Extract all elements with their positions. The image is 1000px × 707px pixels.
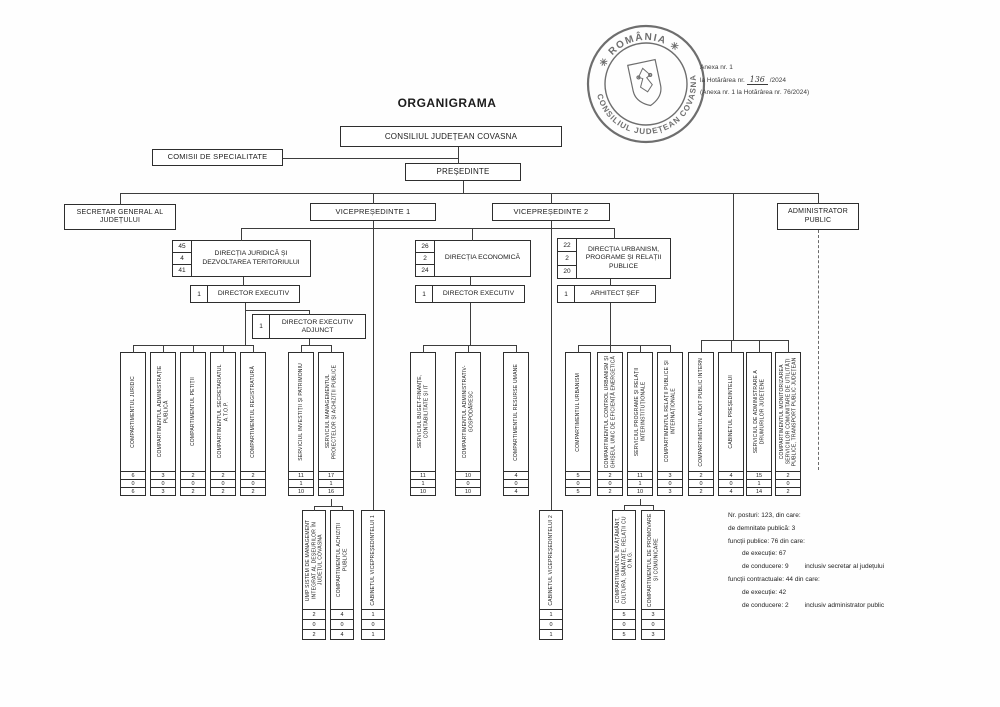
department-13-count: 3 <box>657 471 683 480</box>
department-10-label: COMPARTIMENTUL URBANISM <box>574 372 581 452</box>
sub-department-2-count: 0 <box>361 619 385 630</box>
department-8 <box>455 352 481 496</box>
department-1 <box>150 352 176 496</box>
sub-department-5-count: 3 <box>641 609 665 620</box>
department-8-count: 10 <box>455 471 481 480</box>
sub-department-4-count: 5 <box>612 629 636 640</box>
director-executiv-2-box: 1 DIRECTOR EXECUTIV <box>415 285 525 303</box>
page-title: ORGANIGRAMA <box>397 96 497 110</box>
department-3-box <box>210 352 236 472</box>
department-16-box <box>746 352 772 472</box>
connector-line <box>731 340 732 353</box>
department-3-label: COMPARTIMENTUL SECRETARIATUL A.T.O.P. <box>216 365 229 459</box>
connector-line <box>241 228 615 229</box>
connector-line <box>818 230 819 470</box>
summary-line: de conducere: 2 inclusiv administrator public <box>742 601 885 609</box>
summary-line: Nr. posturi: 123, din care: <box>728 512 801 519</box>
department-13-count: 0 <box>657 479 683 488</box>
department-5 <box>288 352 314 496</box>
connector-line <box>640 345 641 353</box>
department-9 <box>503 352 529 496</box>
connector-line <box>818 193 819 204</box>
connector-line <box>163 345 164 353</box>
connector-line <box>614 228 615 239</box>
direction-economica-label: DIRECȚIA ECONOMICĂ <box>444 254 521 262</box>
sub-department-4-box <box>612 510 636 610</box>
department-6-box <box>318 352 344 472</box>
department-12-count: 1 <box>627 479 653 488</box>
connector-line <box>733 193 734 340</box>
connector-line <box>470 303 471 346</box>
department-7 <box>410 352 436 496</box>
department-9-count: 0 <box>503 479 529 488</box>
sub-department-0 <box>302 510 326 640</box>
department-14-label: COMPARTIMENTUL AUDIT PUBLIC INTERN <box>697 357 704 467</box>
department-9-count: 4 <box>503 487 529 496</box>
public-administrator-box: ADMINISTRATOR PUBLIC <box>777 203 859 230</box>
department-4-box <box>240 352 266 472</box>
connector-line <box>283 158 458 159</box>
connector-line <box>759 340 760 353</box>
summary-line: de conducere: 9 inclusiv secretar al județului <box>742 563 885 571</box>
department-0 <box>120 352 146 496</box>
president-box: PREȘEDINTE <box>405 163 521 181</box>
sub-department-0-label: UMP SISTEM DE MANAGEMENT INTEGRAT AL DEȘEURILOR ÎN JUDEȚUL COVASNA <box>304 519 324 601</box>
director-executiv-adjunct-box: 1 DIRECTOR EXECUTIV ADJUNCT <box>252 314 366 339</box>
direction-juridica-label: DIRECȚIA JURIDICĂ ȘI DEZVOLTAREA TERITORIULUI <box>202 250 300 266</box>
sub-department-5-count: 3 <box>641 629 665 640</box>
connector-line <box>578 345 579 353</box>
department-11-count: 2 <box>597 487 623 496</box>
connector-line <box>624 505 625 511</box>
arhitect-sef-box: 1 ARHITECT ȘEF <box>557 285 656 303</box>
sub-department-5-count: 0 <box>641 619 665 630</box>
department-1-count: 3 <box>150 487 176 496</box>
sub-department-2-count: 1 <box>361 609 385 620</box>
department-3-count: 2 <box>210 487 236 496</box>
connector-line <box>120 193 121 205</box>
sub-department-1-count: 0 <box>330 619 354 630</box>
department-10 <box>565 352 591 496</box>
department-17-count: 2 <box>775 471 801 480</box>
director-executiv-1-box: 1 DIRECTOR EXECUTIV <box>190 285 300 303</box>
annex-note <box>700 62 900 98</box>
sub-department-3-box <box>539 510 563 610</box>
department-12-count: 10 <box>627 487 653 496</box>
direction-juridica-box <box>172 240 311 277</box>
connector-line <box>309 310 310 315</box>
connector-line <box>253 345 254 353</box>
stamp-country-text: ✳ ROMÂNIA ✳ <box>597 31 682 70</box>
annex-line-2: la Hotărârea nr. 136 /2024 <box>700 75 786 85</box>
department-17-count: 0 <box>775 479 801 488</box>
sub-department-3-count: 0 <box>539 619 563 630</box>
department-8-box <box>455 352 481 472</box>
sub-department-1-count: 4 <box>330 629 354 640</box>
department-16-count: 1 <box>746 479 772 488</box>
sub-department-0-count: 2 <box>302 629 326 640</box>
department-7-count: 11 <box>410 471 436 480</box>
department-5-label: SERVICIUL INVESTIȚII ȘI PATRIMONIU <box>297 363 304 461</box>
department-2-count: 2 <box>180 487 206 496</box>
department-2-box <box>180 352 206 472</box>
sub-department-2-label: CABINETUL VICEPREȘEDINTELUI 1 <box>369 514 376 606</box>
sub-department-5-box <box>641 510 665 610</box>
department-0-count: 6 <box>120 487 146 496</box>
department-15-count: 4 <box>718 471 744 480</box>
sub-department-4 <box>612 510 636 640</box>
department-17 <box>775 352 801 496</box>
department-0-box <box>120 352 146 472</box>
connector-line <box>516 345 517 353</box>
department-3 <box>210 352 236 496</box>
department-15 <box>718 352 744 496</box>
department-17-label: COMPARTIMENTUL MONITORIZAREA SERVICIILOR COMUNITARE DE UTILITĂȚI PUBLICE, TRANSPORT PUBLIC JUDEȚEAN <box>778 357 798 467</box>
connector-line <box>610 303 611 346</box>
department-14 <box>688 352 714 496</box>
department-13-box <box>657 352 683 472</box>
connector-line <box>331 345 332 353</box>
department-5-count: 11 <box>288 471 314 480</box>
connector-line <box>243 277 244 286</box>
vicepresident-1-box: VICEPREȘEDINTE 1 <box>310 203 436 221</box>
connector-line <box>610 345 611 353</box>
department-14-count: 0 <box>688 479 714 488</box>
department-15-count: 4 <box>718 487 744 496</box>
sub-department-0-count: 0 <box>302 619 326 630</box>
sub-department-2-box <box>361 510 385 610</box>
sub-department-1-label: COMPARTIMENTUL ACHIZIȚII PUBLICE <box>335 522 348 598</box>
department-2-count: 0 <box>180 479 206 488</box>
department-14-count: 2 <box>688 487 714 496</box>
direction-urbanism-counts: 22 2 20 <box>558 239 577 278</box>
sub-department-0-box <box>302 510 326 610</box>
department-4-count: 0 <box>240 479 266 488</box>
commissions-box: COMISII DE SPECIALITATE <box>152 149 283 166</box>
department-16 <box>746 352 772 496</box>
connector-line <box>578 345 671 346</box>
department-4 <box>240 352 266 496</box>
sub-department-2 <box>361 510 385 640</box>
department-2-count: 2 <box>180 471 206 480</box>
connector-line <box>470 277 471 286</box>
department-17-count: 2 <box>775 487 801 496</box>
vicepresident-2-box: VICEPREȘEDINTE 2 <box>492 203 610 221</box>
department-1-count: 3 <box>150 471 176 480</box>
secretary-general-box: SECRETAR GENERAL AL JUDEȚULUI <box>64 204 176 230</box>
department-8-count: 0 <box>455 479 481 488</box>
annex-line-1: Anexa nr. 1 <box>700 64 733 71</box>
connector-line <box>342 506 343 511</box>
sub-department-2-count: 1 <box>361 629 385 640</box>
department-7-label: SERVICIUL BUGET-FINANȚE, CONTABILITATE ȘI IT <box>416 375 429 449</box>
connector-line <box>670 345 671 353</box>
department-12-box <box>627 352 653 472</box>
department-15-count: 0 <box>718 479 744 488</box>
department-5-count: 10 <box>288 487 314 496</box>
direction-economica-counts: 26 2 24 <box>416 241 435 276</box>
stamp-ring-text: CONSILIUL JUDEȚEAN COVASNA <box>595 73 699 137</box>
connector-line <box>223 345 224 353</box>
summary-line: funcții publice: 76 din care: <box>728 537 805 545</box>
connector-line <box>133 345 134 353</box>
department-2 <box>180 352 206 496</box>
department-5-count: 1 <box>288 479 314 488</box>
department-3-count: 0 <box>210 479 236 488</box>
connector-line <box>472 228 473 241</box>
connector-line <box>458 147 459 164</box>
connector-line <box>120 193 819 194</box>
department-12 <box>627 352 653 496</box>
sub-department-1 <box>330 510 354 640</box>
annex-line-3: (Anexa nr. 1 la Hotărârea nr. 76/2024) <box>700 88 810 96</box>
sub-department-3-count: 1 <box>539 609 563 620</box>
direction-urbanism-label: DIRECȚIA URBANISM, PROGRAME ȘI RELAȚII PUBLICE <box>585 246 662 270</box>
department-0-count: 6 <box>120 471 146 480</box>
department-15-box <box>718 352 744 472</box>
direction-urbanism-box <box>557 238 671 279</box>
department-1-label: COMPARTIMENTUL ADMINISTRAȚIE PUBLICĂ <box>156 366 169 458</box>
department-11-label: COMPARTIMENTUL CONTROL URBANISM ȘI GHIȘEUL UNIC DE EFICIENȚĂ ENERGETICĂ <box>603 355 616 469</box>
sub-department-5-label: COMPARTIMENTUL DE PROMOVARE ȘI COMUNICARE <box>646 513 659 607</box>
connector-line <box>301 345 302 353</box>
connector-line <box>193 345 194 353</box>
department-9-box <box>503 352 529 472</box>
connector-line <box>551 221 552 510</box>
department-12-count: 11 <box>627 471 653 480</box>
connector-line <box>551 193 552 204</box>
department-9-count: 4 <box>503 471 529 480</box>
department-8-label: COMPARTIMENTUL ADMINISTRATIV-GOSPODĂRESC <box>461 365 474 459</box>
staffing-summary <box>728 512 968 614</box>
connector-line <box>373 221 374 510</box>
department-8-count: 10 <box>455 487 481 496</box>
sub-department-1-box <box>330 510 354 610</box>
sub-department-3-count: 1 <box>539 629 563 640</box>
sub-department-4-label: COMPARTIMENTUL ÎNVĂȚĂMÂNT, CULTURĂ, SĂNĂTATE, RELAȚII CU O.N.G. <box>614 516 634 604</box>
connector-line <box>314 506 315 511</box>
department-6-count: 16 <box>318 487 344 496</box>
department-13-count: 3 <box>657 487 683 496</box>
department-11 <box>597 352 623 496</box>
department-4-label: COMPARTIMENTUL REGISTRATURĂ <box>249 366 256 458</box>
department-2-label: COMPARTIMENTUL PETIȚII <box>189 377 196 447</box>
department-16-count: 14 <box>746 487 772 496</box>
sub-department-4-count: 5 <box>612 609 636 620</box>
connector-line <box>624 505 654 506</box>
department-10-count: 0 <box>565 479 591 488</box>
sub-department-4-count: 0 <box>612 619 636 630</box>
department-6-label: SERVICIUL MANAGEMENTUL PROIECTELOR ȘI ACHIZIȚII PUBLICE <box>324 364 337 460</box>
department-10-count: 5 <box>565 471 591 480</box>
department-14-box <box>688 352 714 472</box>
department-17-box <box>775 352 801 472</box>
connector-line <box>241 228 242 241</box>
department-11-count: 2 <box>597 471 623 480</box>
connector-line <box>701 340 789 341</box>
department-6 <box>318 352 344 496</box>
connector-line <box>314 506 343 507</box>
sub-department-1-count: 4 <box>330 609 354 620</box>
connector-line <box>610 279 611 286</box>
direction-economica-box <box>415 240 531 277</box>
direction-juridica-counts: 45 4 41 <box>173 241 192 276</box>
connector-line <box>468 345 469 353</box>
connector-line <box>701 340 702 353</box>
connector-line <box>301 345 332 346</box>
department-0-count: 0 <box>120 479 146 488</box>
department-16-label: SERVICIUL DE ADMINISTRARE A DRUMURILOR JUDEȚENE <box>752 370 765 454</box>
department-16-count: 15 <box>746 471 772 480</box>
department-1-count: 0 <box>150 479 176 488</box>
connector-line <box>788 340 789 353</box>
department-3-count: 2 <box>210 471 236 480</box>
council-box: CONSILIUL JUDEȚEAN COVASNA <box>340 126 562 147</box>
department-13-label: COMPARTIMENTUL RELAȚII PUBLICE ȘI INTERNAȚIONALE <box>663 360 676 464</box>
department-0-label: COMPARTIMENTUL JURIDIC <box>129 376 136 448</box>
connector-line <box>423 345 424 353</box>
department-9-label: COMPARTIMENTUL RESURSE UMANE <box>512 363 519 461</box>
department-12-label: SERVICIUL PROGRAME ȘI RELAȚII INTERINSTITUȚIONALE <box>633 367 646 457</box>
department-1-box <box>150 352 176 472</box>
department-7-count: 10 <box>410 487 436 496</box>
connector-line <box>373 193 374 204</box>
department-14-count: 2 <box>688 471 714 480</box>
connector-line <box>653 505 654 511</box>
department-4-count: 2 <box>240 471 266 480</box>
summary-line: de execuție: 67 <box>742 550 787 558</box>
summary-line: funcții contractuale: 44 din care: <box>728 575 820 583</box>
sub-department-3-label: CABINETUL VICEPREȘEDINTELUI 2 <box>547 514 554 606</box>
department-6-count: 1 <box>318 479 344 488</box>
department-4-count: 2 <box>240 487 266 496</box>
sub-department-5 <box>641 510 665 640</box>
department-13 <box>657 352 683 496</box>
department-15-label: CABINETUL PREȘEDINTELUI <box>727 375 734 449</box>
sub-department-0-count: 2 <box>302 609 326 620</box>
sub-department-3 <box>539 510 563 640</box>
department-10-box <box>565 352 591 472</box>
department-11-count: 0 <box>597 479 623 488</box>
department-5-box <box>288 352 314 472</box>
department-6-count: 17 <box>318 471 344 480</box>
department-11-box <box>597 352 623 472</box>
summary-line: de demnitate publică: 3 <box>728 524 796 532</box>
handwritten-decision-number: 136 <box>747 75 768 85</box>
department-7-box <box>410 352 436 472</box>
coat-of-arms-icon <box>628 60 665 109</box>
department-10-count: 5 <box>565 487 591 496</box>
summary-line: de execuție: 42 <box>742 588 787 596</box>
connector-line <box>245 310 310 311</box>
department-7-count: 1 <box>410 479 436 488</box>
